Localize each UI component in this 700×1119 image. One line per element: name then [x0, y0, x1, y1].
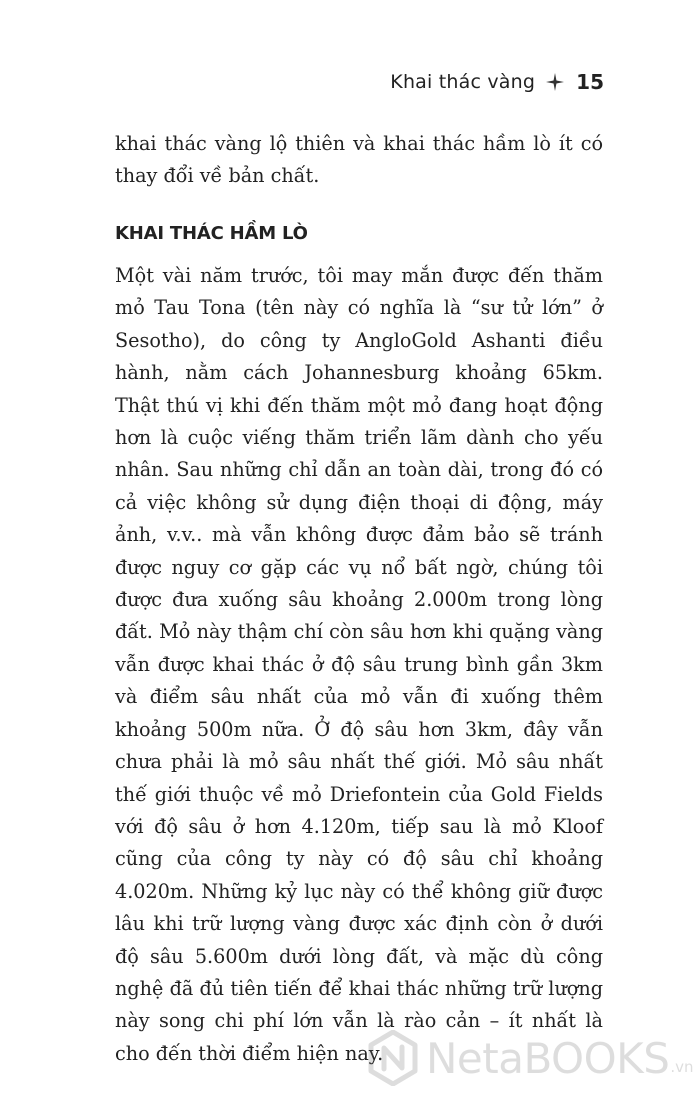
watermark	[368, 1030, 694, 1086]
running-header	[390, 70, 604, 94]
watermark-brand: NetaBOOKS	[426, 1033, 670, 1083]
section-heading: KHAI THÁC HẦM LÒ	[115, 223, 308, 244]
chapter-title: Khai thác vàng	[390, 71, 536, 93]
section-paragraph: Một vài năm trước, tôi may mắn được đến thăm mỏ Tau Tona (tên này có nghĩa là “sư tử lớn” ở Sesotho), do công ty AngloGold Ashanti điều hành, nằm cách Johannesburg khoảng 65km. Thật thú vị khi đến thăm một mỏ đang hoạt động hơn là cuộc viếng thăm triển lãm dành cho yếu nhân. Sau những chỉ dẫn an toàn dài, trong đó có cả việc không sử dụng điện thoại di động, máy ảnh, v.v.. mà vẫn không được đảm bảo sẽ tránh được nguy cơ gặp các vụ nổ bất ngờ, chúng tôi được đưa xuống sâu khoảng 2.000m trong lòng đất. Mỏ này thậm chí còn sâu hơn khi quặng vàng vẫn được khai thác ở độ sâu trung bình gần 3km và điểm sâu nhất của mỏ vẫn đi xuống thêm khoảng 500m nữa. Ở độ sâu hơn 3km, đây vẫn chưa phải là mỏ sâu nhất thế giới. Mỏ sâu nhất thế giới thuộc về mỏ Driefontein của Gold Fields với độ sâu ở hơn 4.120m, tiếp sau là mỏ Kloof cũng của công ty này có độ sâu chỉ khoảng 4.020m. Những kỷ lục này có thể không giữ được lâu khi trữ lượng vàng được xác định còn ở dưới độ sâu 5.600m dưới lòng đất, và mặc dù công nghệ đã đủ tiên tiến để khai thác những trữ lượng này song chi phí lớn vẫn là rào cản – ít nhất là cho đến thời điểm hiện nay.	[115, 264, 603, 1065]
page-number: 15	[576, 70, 604, 94]
intro-paragraph: khai thác vàng lộ thiên và khai thác hầm lò ít có thay đổi về bản chất.	[115, 132, 603, 188]
sparkle-icon	[546, 73, 564, 91]
netabooks-logo-icon	[368, 1030, 418, 1086]
watermark-suffix: .vn	[670, 1058, 694, 1076]
